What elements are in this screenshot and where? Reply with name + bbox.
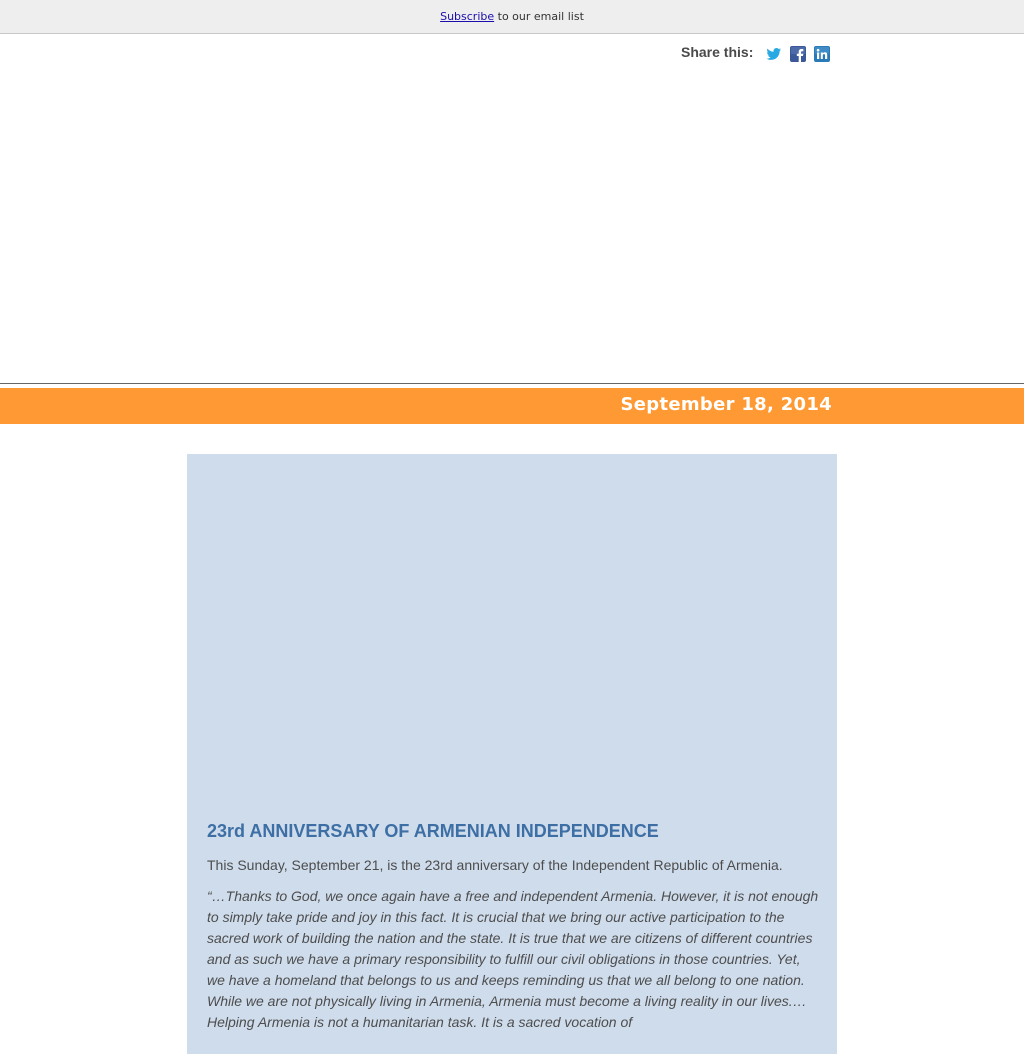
subscribe-bar [0, 0, 1024, 34]
twitter-icon[interactable] [766, 46, 782, 62]
share-bar [681, 44, 838, 64]
linkedin-icon[interactable] [814, 46, 830, 62]
article-quote: “…Thanks to God, we once again have a free and independent Armenia. However, it is not enough to simply take pride and joy in this fact. It is crucial that we bring our active participation to the sacred work of building the nation and the state. It is true that we are citizens of different countries and as such we have a primary responsibility to fulfill our civil obligations in those countries. Yet, we have a homeland that belongs to us and keeps reminding us that we all belong to one nation. While we are not physically living in Armenia, Armenia must become a living reality in our lives.… Helping Armenia is not a humanitarian task. It is a sacred vocation of [207, 888, 819, 1030]
facebook-icon[interactable] [790, 46, 806, 62]
article-intro: This Sunday, September 21, is the 23rd anniversary of the Independent Republic of Armenia. [207, 857, 783, 873]
subscribe-suffix: to our email list [494, 10, 584, 23]
subscribe-link[interactable]: Subscribe [440, 10, 495, 23]
share-label: Share this: [681, 44, 754, 60]
header-divider [0, 383, 1024, 384]
article-card [187, 454, 837, 1054]
date-banner [0, 388, 1024, 424]
article-headline: 23rd ANNIVERSARY OF ARMENIAN INDEPENDENCE [207, 821, 659, 841]
issue-date: September 18, 2014 [620, 394, 832, 415]
